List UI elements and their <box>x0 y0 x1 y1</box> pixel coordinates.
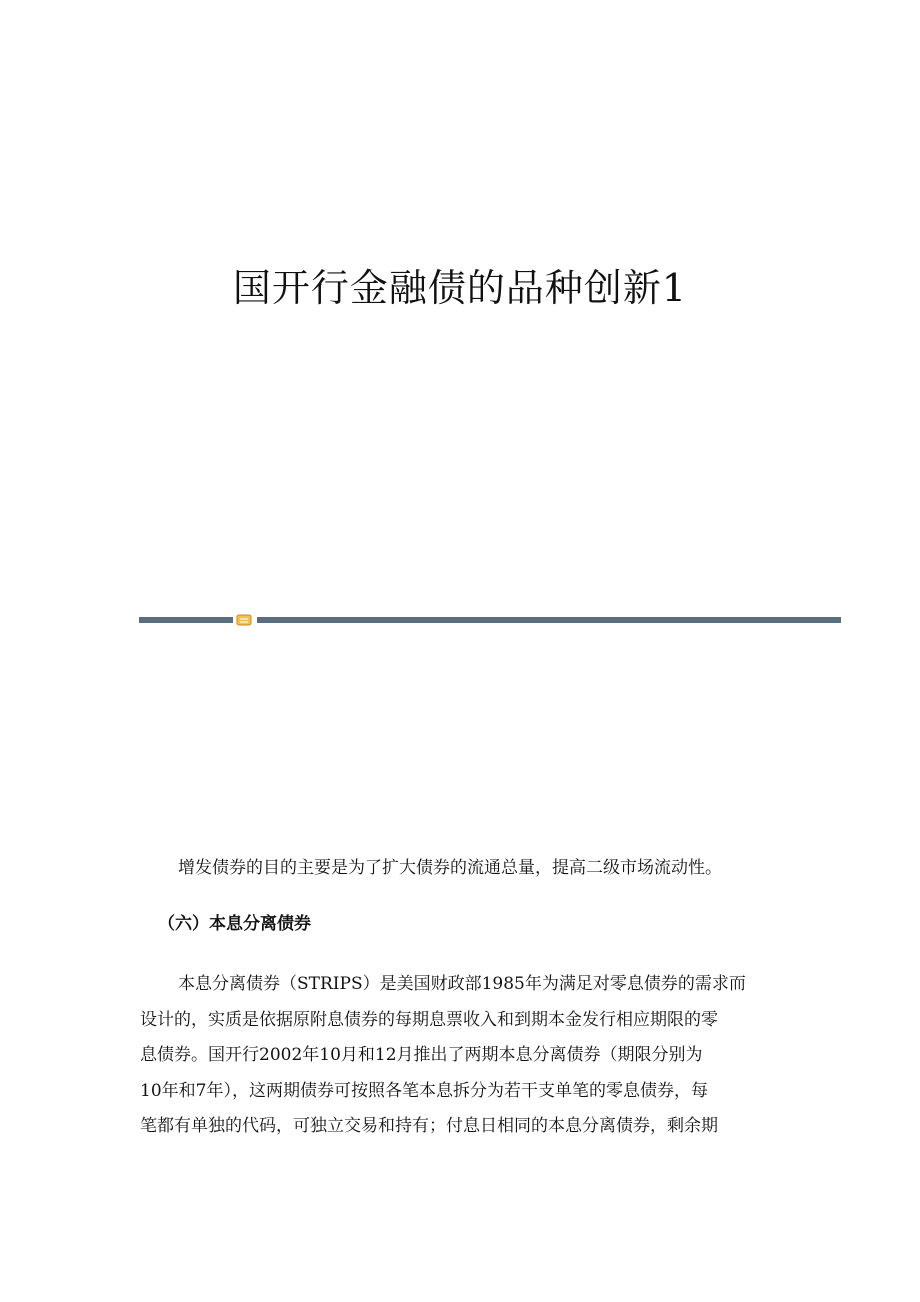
paragraph-line: 10年和7年），这两期债券可按照各笔本息拆分为若干支单笔的零息债券，每 <box>140 1080 708 1101</box>
divider-bar-left <box>139 617 233 623</box>
section-divider <box>139 614 841 626</box>
paragraph-line: 设计的，实质是依据原附息债券的每期息票收入和到期本金发行相应期限的零 <box>140 1009 718 1030</box>
divider-ornament-icon <box>236 614 252 626</box>
paragraph-line: 笔都有单独的代码，可独立交易和持有；付息日相同的本息分离债券，剩余期 <box>140 1116 718 1136</box>
section-heading-strips: （六）本息分离债券 <box>158 914 311 934</box>
paragraph-line: 息债券。国开行2002年10月和12月推出了两期本息分离债券（期限分别为 <box>140 1045 703 1065</box>
paragraph-additional-issuance <box>140 856 785 880</box>
paragraph-line: 增发债券的目的主要是为了扩大债券的流通总量，提高二级市场流动性。 <box>178 858 722 878</box>
divider-bar-right <box>257 617 841 623</box>
paragraph-line: 本息分离债券（STRIPS）是美国财政部1985年为满足对零息债券的需求而 <box>178 974 746 994</box>
document-title: 国开行金融债的品种创新1 <box>232 266 688 310</box>
paragraph-strips <box>140 967 785 1145</box>
